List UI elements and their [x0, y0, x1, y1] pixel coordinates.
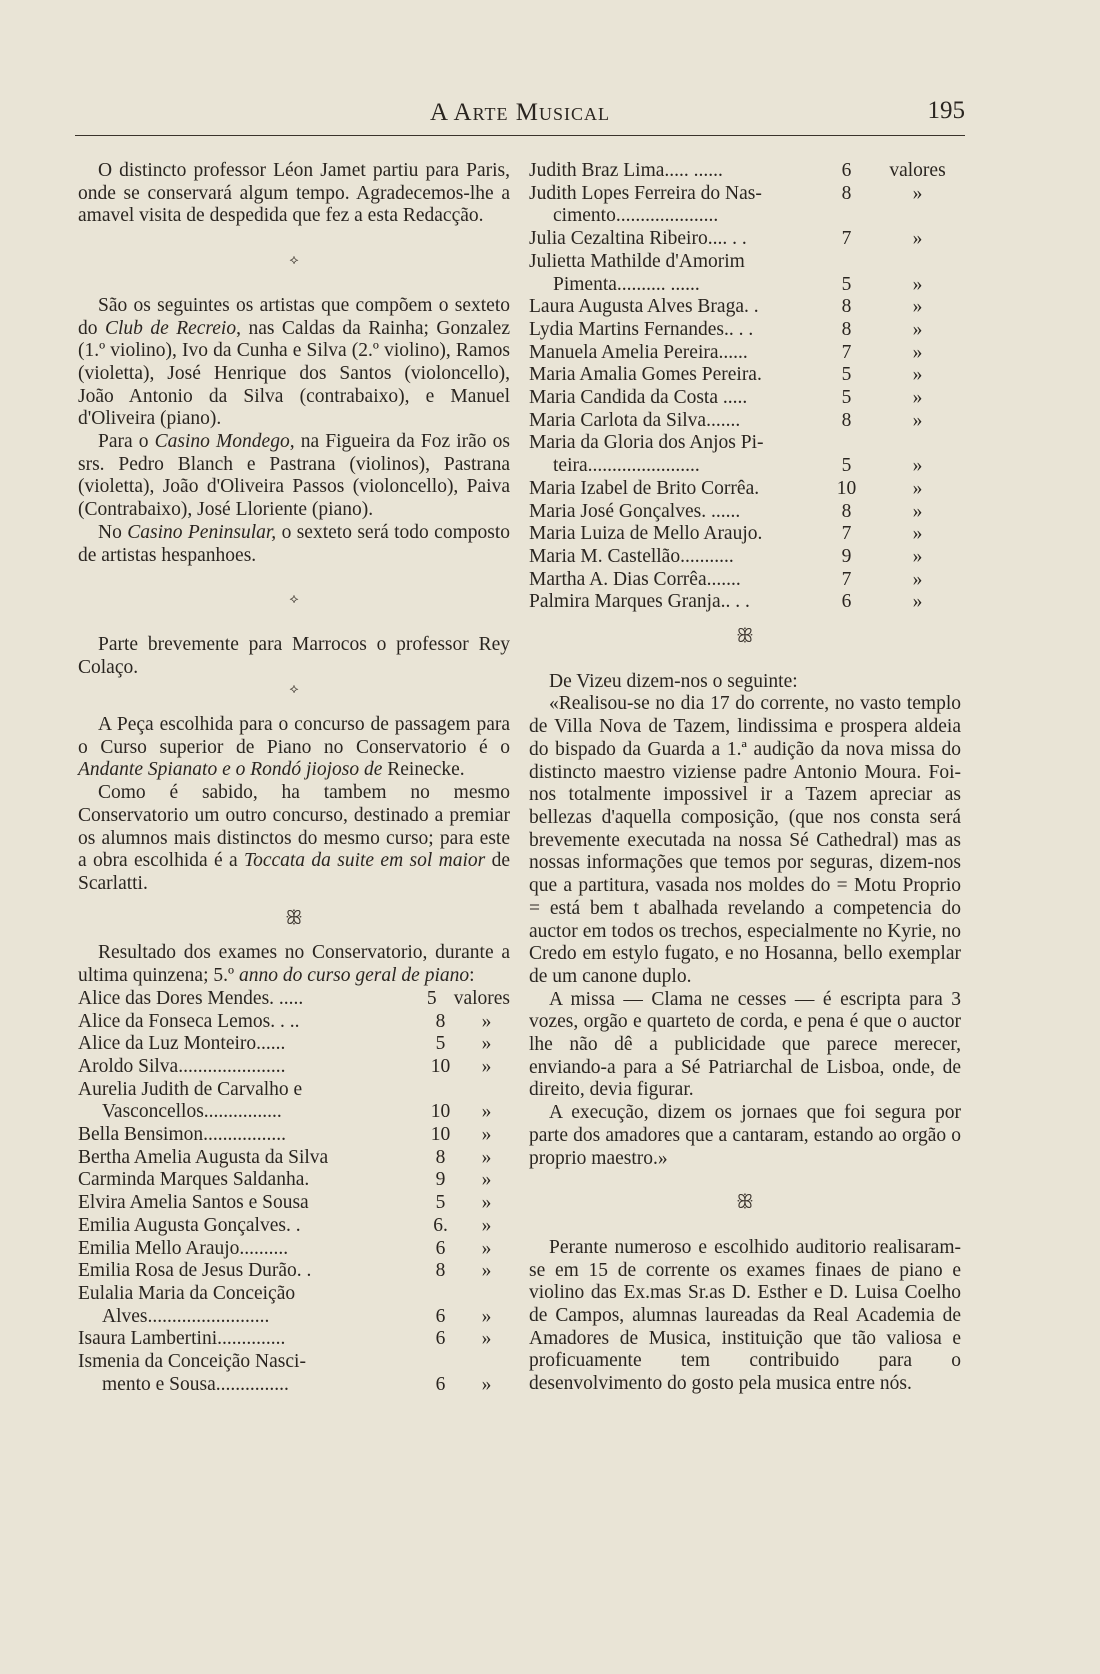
list-item: Maria Izabel de Brito Corrêa. 10 » — [529, 477, 923, 499]
ornament-icon: ⟡ — [289, 253, 299, 269]
list-item: Carminda Marques Saldanha. 9 » — [78, 1169, 492, 1191]
list-item: Maria Luiza de Mello Araujo. 7 » — [529, 523, 923, 545]
fleuron-icon: ꕥ — [736, 626, 754, 648]
paragraph-vizeu-intro: De Vizeu dizem-nos o seguinte: — [549, 670, 798, 692]
list-item: Maria Candida da Costa ..... 5 » — [529, 387, 923, 409]
list-item: Julia Cezaltina Ribeiro.... . . 7 » — [529, 228, 923, 250]
list-item: Alice das Dores Mendes. ..... 5 valores — [78, 987, 510, 1009]
list-item: Eulalia Maria da Conceição — [78, 1282, 296, 1304]
list-item: Bella Bensimon................. 10 » — [78, 1124, 492, 1146]
ornament-icon: ⟡ — [289, 682, 299, 698]
list-item: mento e Sousa............... 6 » — [102, 1373, 492, 1395]
list-item: Judith Braz Lima..... ...... 6 valores — [529, 160, 946, 181]
list-item: Lydia Martins Fernandes.. . . 8 » — [529, 318, 923, 340]
paragraph-casino-mondego: Para o Casino Mondego, na Figueira da Foz irão os srs. Pedro Blanch e Pastrana (violinos), Pastrana (violetta), João d'Oliveira Passos (violoncello), Paiva (Contrabaixo), José Lloriente (piano). — [78, 431, 511, 521]
paragraph-vizeu-quote: «Realisou-se no dia 17 do corrente, no vasto templo de Villa Nova de Tazem, lindissima e prospera aldeia do bispado da Guarda a 1.ª audição da nova missa do distincto maestro viziense padre Antonio Moura. Foi-nos totalmente impossivel ir a Tazem apreciar as bellezas d'aquella composição, (que nos consta será brevemente executada na nossa Sé Cathedral) mas as nossas informações que temos por seguras, dizem-nos que a partitura, vasada nos moldes do = Motu Proprio = está bem t abalhada revelando a competencia do auctor em todos os trechos, especialmente no Kyrie, no Credo em estylo fugato, e no Hosanna, bello exemplar de um canone duplo. — [529, 693, 961, 987]
list-item: Aroldo Silva...................... 10 » — [78, 1055, 492, 1077]
list-item: Maria da Gloria dos Anjos Pi- — [529, 432, 764, 454]
paragraph-resultado-exames: Resultado dos exames no Conservatorio, durante a ultima quinzena; 5.º anno do curso geral de piano: — [78, 942, 510, 987]
list-item: Maria Amalia Gomes Pereira. 5 » — [529, 364, 923, 386]
list-item: Isaura Lambertini.............. 6 » — [78, 1328, 492, 1350]
paragraph-sexteto: São os seguintes os artistas que compõem o sexteto do Club de Recreio, nas Caldas da Rainha; Gonzalez (1.º violino), Ivo da Cunha e Silva (2.º violino), Ramos (violetta), José Henrique dos Santos (violoncello), João Antonio da Silva (contrabaixo), e Manuel d'Oliveira (piano). — [78, 294, 510, 430]
list-item: Maria José Gonçalves. ...... 8 » — [529, 500, 923, 522]
paragraph-casino-peninsular: No Casino Peninsular, o sexteto será todo composto de artistas hespanhoes. — [78, 521, 511, 566]
list-item: Maria M. Castellão........... 9 » — [529, 545, 923, 567]
paragraph-concurso-premio: Como é sabido, ha tambem no mesmo Conservatorio um outro concurso, destinado a premiar os alumnos mais distinctos do mesmo curso; para este a obra escolhida é a Toccata da suite em sol maior de Scarlatti. — [78, 782, 510, 894]
left-column — [78, 160, 510, 1396]
list-item: Alice da Fonseca Lemos. . .. 8 » — [78, 1010, 492, 1032]
right-column — [529, 160, 961, 1396]
list-item: Alves......................... 6 » — [102, 1305, 492, 1327]
fleuron-icon: ꕥ — [736, 1192, 754, 1214]
list-item: Vasconcellos................ 10 » — [102, 1101, 492, 1123]
list-item: Alice da Luz Monteiro...... 5 » — [78, 1033, 492, 1055]
list-item: Manuela Amelia Pereira...... 7 » — [529, 341, 923, 363]
paragraph-jamet: O distincto professor Léon Jamet partiu para Paris, onde se conservará algum tempo. Agradecemos-lhe a amavel visita de despedida que fez a esta Redacção. — [78, 160, 510, 227]
list-item: Laura Augusta Alves Braga. . 8 » — [529, 296, 923, 318]
list-item: Ismenia da Conceição Nasci- — [78, 1351, 306, 1373]
ornament-icon: ⟡ — [289, 592, 299, 608]
paragraph-missa: A missa — Clama ne cesses — é escripta para 3 vozes, orgão e quarteto de corda, e pena é que o auctor lhe não dê a publicidade que parece merecer, enviando-a para a Sé Patriarchal de Lisboa, onde, de direito, devia figurar. — [529, 988, 961, 1101]
list-item: Judith Lopes Ferreira do Nas- 8 » — [529, 182, 923, 204]
paragraph-exames-finaes: Perante numeroso e escolhido auditorio realisaram-se em 15 de corrente os exames finaes de piano e violino das Ex.mas Sr.as D. Esther e D. Luisa Coelho de Campos, alumnas laureadas da Real Academia de Amadores de Musica, instituição que tão valiosa e proficuamente tem contribuido para o desenvolvimento do gosto pela musica entre nós. — [529, 1236, 961, 1395]
list-item: Martha A. Dias Corrêa....... 7 » — [529, 568, 923, 590]
list-item: Maria Carlota da Silva....... 8 » — [529, 409, 923, 431]
list-item: Emilia Mello Araujo.......... 6 » — [78, 1237, 492, 1259]
paragraph-execucao: A execução, dizem os jornaes que foi segura por parte dos amadores que a cantaram, estando ao orgão o proprio maestro.» — [529, 1102, 961, 1169]
list-item: Elvira Amelia Santos e Sousa 5 » — [78, 1192, 492, 1214]
list-item: Emilia Augusta Gonçalves. . 6. » — [78, 1214, 492, 1236]
list-item: teira....................... 5 » — [553, 455, 923, 477]
paragraph-rey-colaco: Parte brevemente para Marrocos o professor Rey Colaço. — [78, 633, 510, 678]
journal-title: A Arte Musical — [430, 99, 610, 126]
list-item: Palmira Marques Granja.. . . 6 » — [529, 591, 923, 613]
list-item: Pimenta.......... ...... 5 » — [553, 273, 923, 295]
exam-results-list-continued — [529, 160, 961, 614]
paragraph-concurso-piano: A Peça escolhida para o concurso de passagem para o Curso superior de Piano no Conservatorio é o Andante Spianato e o Rondó jiojoso de Reinecke. — [78, 714, 510, 781]
list-item: Julietta Mathilde d'Amorim — [529, 250, 745, 272]
list-item: Bertha Amelia Augusta da Silva 8 » — [78, 1146, 492, 1168]
running-header — [75, 95, 965, 136]
list-item: cimento..................... — [553, 205, 719, 227]
exam-results-list — [78, 988, 510, 1397]
page-number: 195 — [927, 97, 965, 124]
list-item: Emilia Rosa de Jesus Durão. . 8 » — [78, 1260, 492, 1282]
fleuron-icon: ꕥ — [285, 907, 303, 929]
list-item: Aurelia Judith de Carvalho e — [78, 1078, 303, 1100]
